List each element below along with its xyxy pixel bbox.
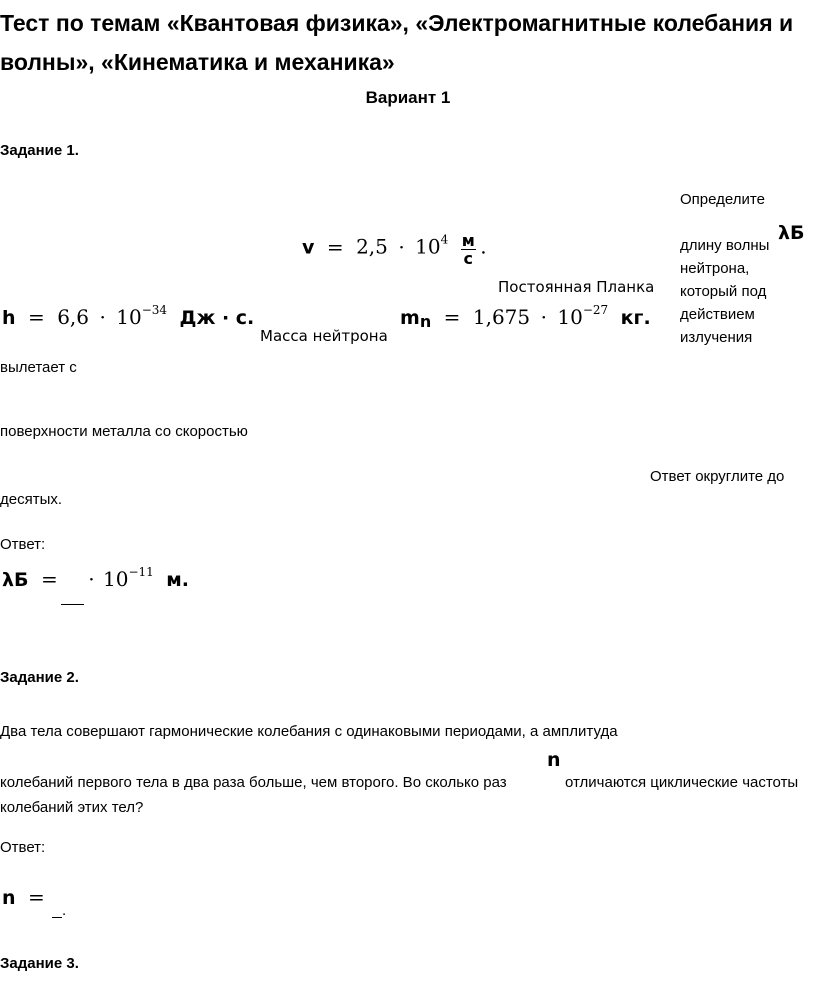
- mass-var: m: [400, 307, 420, 329]
- multiply-dot: ·: [88, 567, 95, 591]
- velocity-var: v: [302, 236, 315, 259]
- task1-text-line: вылетает с: [0, 359, 77, 376]
- power-base: 10: [557, 305, 583, 329]
- power-exponent: 4: [440, 232, 449, 247]
- task1-heading: Задание 1.: [0, 142, 79, 159]
- task2-answer-formula: [2, 885, 53, 909]
- power-exponent: −11: [128, 565, 154, 579]
- task2-answer-label: Ответ:: [0, 839, 46, 856]
- power-base: 10: [116, 305, 142, 329]
- power-base: 10: [103, 567, 129, 591]
- planck-var: h: [2, 307, 16, 329]
- velocity-mantissa: 2,5: [356, 234, 388, 259]
- velocity-formula: [302, 232, 487, 267]
- answer-unit: м.: [166, 569, 189, 591]
- page-title: Тест по темам «Квантовая физика», «Электромагнитные колебания и волны», «Кинематика и механика»: [0, 10, 794, 75]
- task1-text-line: Ответ округлите до: [650, 468, 785, 485]
- mass-mantissa: 1,675: [472, 305, 531, 329]
- mass-subscript: n: [419, 312, 432, 331]
- side-line: длину волны: [680, 237, 770, 254]
- power-base: 10: [415, 234, 441, 259]
- side-line: действием: [680, 306, 755, 323]
- task1-answer-formula: [2, 565, 189, 591]
- lambda-symbol: λБ: [778, 222, 805, 244]
- answer-var: n: [2, 887, 16, 909]
- task1-text-line: десятых.: [0, 491, 63, 508]
- multiply-dot: ·: [540, 305, 547, 329]
- answer-blank[interactable]: [61, 604, 84, 605]
- planck-unit: Дж · с.: [179, 307, 255, 329]
- planck-formula: [2, 303, 254, 329]
- task2-heading: Задание 2.: [0, 669, 79, 686]
- task2-text-line: отличаются циклические частоты: [565, 774, 799, 791]
- unit-numerator: м: [461, 231, 475, 250]
- task2-text-line: колебаний первого тела в два раза больше, чем второго. Во сколько раз: [0, 774, 507, 791]
- task2-text-line: Два тела совершают гармонические колебания с одинаковыми периодами, а амплитуда: [0, 723, 618, 740]
- equals-sign: =: [326, 234, 344, 259]
- multiply-dot: ·: [398, 234, 405, 259]
- power-exponent: −27: [582, 303, 609, 317]
- task1-answer-label: Ответ:: [0, 536, 46, 553]
- multiply-dot: ·: [99, 305, 106, 329]
- power-exponent: −34: [141, 303, 168, 317]
- equals-sign: =: [40, 567, 58, 591]
- unit-denominator: с: [463, 249, 473, 268]
- equals-sign: =: [27, 305, 45, 329]
- equals-sign: =: [443, 305, 461, 329]
- planck-mantissa: 6,6: [57, 305, 90, 329]
- answer-var: λБ: [2, 569, 29, 591]
- answer-blank[interactable]: [52, 917, 62, 918]
- side-line: излучения: [680, 329, 753, 346]
- velocity-unit-fraction: [461, 232, 476, 267]
- planck-caption: Постоянная Планка: [498, 278, 655, 296]
- variant-heading: Вариант 1: [365, 88, 451, 107]
- side-line: Определите: [680, 191, 765, 208]
- mass-unit: кг.: [620, 307, 651, 329]
- task2-text-line: колебаний этих тел?: [0, 799, 144, 816]
- task3-heading: Задание 3.: [0, 955, 79, 972]
- mass-caption: Масса нейтрона: [260, 327, 388, 345]
- task1-side-text: [680, 188, 769, 349]
- mass-formula: [400, 303, 651, 331]
- n-symbol: n: [547, 749, 561, 771]
- task1-text-line: поверхности металла со скоростью: [0, 423, 248, 440]
- answer-period: .: [62, 902, 67, 919]
- period: .: [480, 234, 487, 259]
- side-line: который под: [680, 283, 767, 300]
- equals-sign: =: [27, 885, 45, 909]
- side-line: нейтрона,: [680, 260, 750, 277]
